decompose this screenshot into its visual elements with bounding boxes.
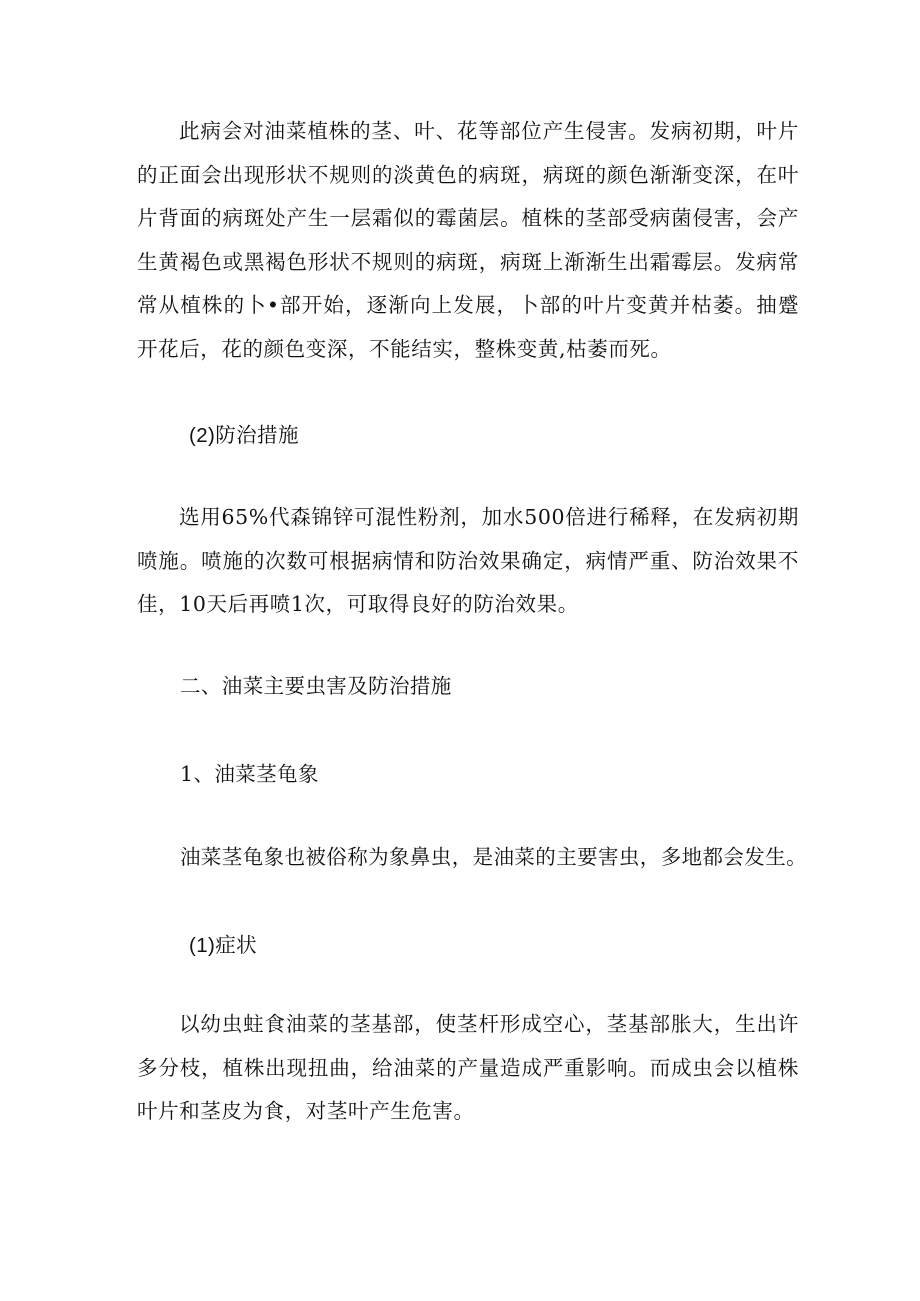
heading-control-measures: (2)防治措施: [189, 424, 299, 447]
heading-symptoms: (1)症状: [189, 934, 258, 957]
heading-item-stem-weevil: 1、油菜茎龟象: [180, 762, 319, 786]
paragraph-control-method: 选用65%代森锦锌可混性粉剂，加水500倍进行稀释，在发病初期喷施。喷施的次数可根据病情和防治效果确定，病情严重、防治效果不佳，10天后再喷1次，可取得良好的防治效果。: [137, 505, 799, 616]
heading-section-pests: 二、油菜主要虫害及防治措施: [180, 674, 452, 698]
paragraph-symptom-description: 以幼虫蛀食油菜的茎基部，使茎杆形成空心，茎基部胀大，生出许多分枝，植株出现扭曲，给油菜的产量造成严重影响。而成虫会以植株叶片和茎皮为食，对茎叶产生危害。: [137, 1012, 799, 1123]
paragraph-disease-description: 此病会对油菜植株的茎、叶、花等部位产生侵害。发病初期，叶片的正面会出现形状不规则的淡黄色的病斑，病斑的颜色渐渐变深，在叶片背面的病斑处产生一层霜似的霉菌层。植株的茎部受病菌侵害，会产生黄褐色或黑褐色形状不规则的病斑，病斑上渐渐生出霜霉层。发病常常从植株的卜•部开始，逐渐向上发展，卜部的叶片变黄并枯萎。抽蹙开花后，花的颜色变深，不能结实，整株变黄,枯萎而死。: [137, 119, 799, 361]
paragraph-weevil-intro: 油菜茎龟象也被俗称为象鼻虫，是油菜的主要害虫，多地都会发生。: [180, 845, 807, 869]
